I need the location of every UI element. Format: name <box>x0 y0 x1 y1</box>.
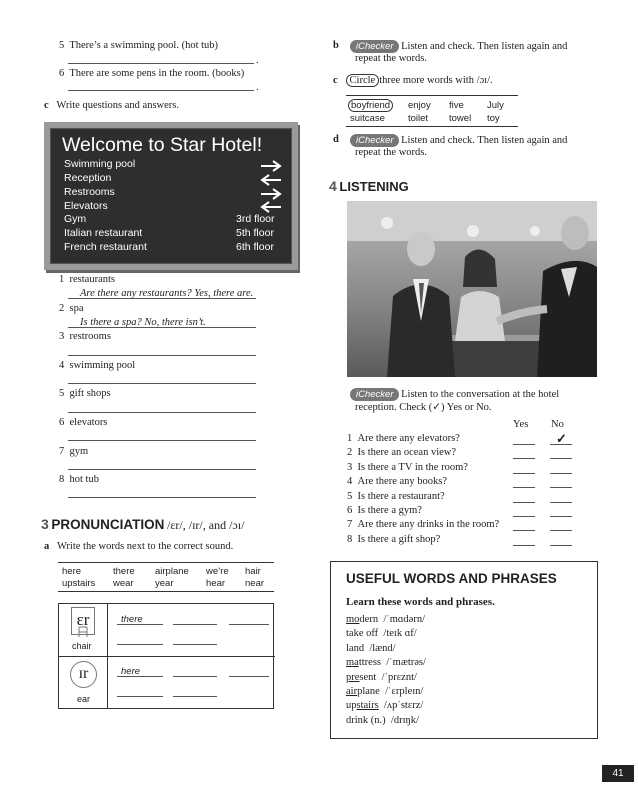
word[interactable]: five <box>449 100 464 111</box>
ichecker-badge[interactable]: iChecker <box>350 134 399 147</box>
ipa: /ʌpˈstɛrz/ <box>383 700 424 712</box>
word-bank <box>58 562 274 592</box>
q-number: 3 <box>347 461 353 473</box>
section-c-right <box>333 75 493 86</box>
instruction-text: Write the words next to the correct sound. <box>56 541 234 552</box>
q-text: Are there any drinks in the room? <box>357 519 500 531</box>
section-letter: c <box>333 75 338 86</box>
q-number: 1 <box>347 433 353 444</box>
check-row <box>347 476 447 487</box>
q-text: Is there a gift shop? <box>357 533 441 545</box>
q-word: restaurants <box>69 274 115 285</box>
q-word: spa <box>69 303 84 314</box>
phrase-row <box>346 628 417 639</box>
sign-floor: 3rd floor <box>236 213 275 225</box>
item-b5 <box>59 40 218 51</box>
ipa: /ˈmætrəs/ <box>386 657 426 669</box>
no-line[interactable] <box>550 458 572 459</box>
sign-row: Reception <box>64 172 112 184</box>
check-mark: ✓ <box>556 431 567 446</box>
instruction-text: repeat the words. <box>355 147 428 158</box>
word-part: sent <box>359 671 377 683</box>
phrase-row <box>346 657 426 668</box>
section-number: 3 <box>41 516 49 532</box>
word: hear <box>206 578 226 589</box>
section-b <box>333 40 339 51</box>
q-number: 7 <box>59 446 65 457</box>
q-answer: Is there a spa? No, there isn’t. <box>80 317 206 328</box>
instruction-text: Write questions and answers. <box>56 100 179 111</box>
answer-line[interactable] <box>117 696 163 697</box>
answer-line[interactable] <box>173 624 217 625</box>
q-number: 4 <box>347 476 353 488</box>
word: hair <box>245 566 261 577</box>
no-header: No <box>551 419 564 430</box>
instruction-text: reception. Check (✓) Yes or No. <box>355 402 492 413</box>
q-number: 6 <box>347 505 353 516</box>
sound-label: ear <box>77 694 91 704</box>
word: upstairs <box>62 578 96 589</box>
yes-line[interactable] <box>513 530 535 531</box>
yes-line[interactable] <box>513 458 535 459</box>
question-6 <box>59 417 107 428</box>
listening-instruction <box>350 388 559 401</box>
hotel-reception-photo <box>347 201 597 377</box>
q-number: 8 <box>59 474 65 485</box>
word: airplane <box>155 566 189 577</box>
answer-line[interactable] <box>117 644 163 645</box>
word-stress: pre <box>346 671 360 683</box>
check-row <box>347 505 422 516</box>
useful-words-box <box>330 561 598 739</box>
period: . <box>256 82 259 93</box>
sound-label: chair <box>72 641 92 651</box>
q-word: swimming pool <box>69 360 136 371</box>
answer-line[interactable] <box>173 676 217 677</box>
section-title: PRONUNCIATION <box>51 517 165 532</box>
q-number: 4 <box>59 360 65 371</box>
word-part: up <box>346 700 357 712</box>
word[interactable]: toilet <box>408 113 429 124</box>
no-line[interactable] <box>550 516 572 517</box>
divider <box>107 604 108 708</box>
ipa: /teɪk ɑf/ <box>383 628 417 640</box>
q-word: gym <box>69 446 89 457</box>
example-answer: here <box>121 666 141 677</box>
word: there <box>113 566 135 577</box>
section-letter: d <box>333 134 339 145</box>
hotel-sign <box>44 122 298 270</box>
phrase-row <box>346 672 417 683</box>
word-part: ttress <box>358 657 381 669</box>
word-part: take off <box>346 628 379 640</box>
section-title: LISTENING <box>339 179 409 194</box>
item-text: There’s a swimming pool. (hot tub) <box>69 40 219 51</box>
q-number: 2 <box>59 303 65 314</box>
phrase-row <box>346 700 423 711</box>
answer-line[interactable] <box>68 412 256 413</box>
ipa: /drɪŋk/ <box>390 714 419 726</box>
sound-table <box>58 603 274 709</box>
check-row <box>347 491 445 502</box>
word: near <box>245 578 265 589</box>
circle-word: Circle <box>346 74 380 87</box>
ichecker-badge[interactable]: iChecker <box>350 388 399 401</box>
item-number: 5 <box>59 40 65 51</box>
answer-line[interactable] <box>117 624 163 625</box>
arrow-right-icon <box>260 160 282 172</box>
oi-word-bank <box>346 95 518 127</box>
q-word: elevators <box>69 417 108 428</box>
q-number: 5 <box>347 490 353 502</box>
sign-floor: 6th floor <box>236 241 274 253</box>
check-row <box>347 433 460 444</box>
question-8 <box>59 474 99 485</box>
q-number: 8 <box>347 533 353 545</box>
q-number: 2 <box>347 447 353 459</box>
word-part: drink (n.) <box>346 714 386 726</box>
q-text: Is there an ocean view? <box>357 447 457 459</box>
word[interactable]: toy <box>487 113 500 124</box>
arrow-left-icon <box>260 201 282 213</box>
word: wear <box>113 578 134 589</box>
answer-line[interactable] <box>68 469 256 470</box>
q-word: gift shops <box>69 388 111 399</box>
item-number: 6 <box>59 68 65 79</box>
sign-row: Gym <box>64 213 87 225</box>
sign-row: Swimming pool <box>64 158 136 170</box>
instruction-text: three more words with /ɔɪ/. <box>379 75 493 86</box>
word[interactable]: enjoy <box>408 100 431 111</box>
word-part: plane <box>357 686 380 697</box>
phrase-row <box>346 643 396 654</box>
check-row <box>347 519 499 530</box>
word-stress: mo <box>346 614 360 625</box>
question-4 <box>59 360 135 371</box>
check-row <box>347 534 440 545</box>
q-word: hot tub <box>69 474 99 485</box>
word: year <box>155 578 174 589</box>
example-answer: there <box>121 614 143 625</box>
yes-line[interactable] <box>513 473 535 474</box>
answer-line[interactable] <box>68 327 256 328</box>
no-line[interactable] <box>550 473 572 474</box>
no-line[interactable] <box>550 530 572 531</box>
divider <box>59 656 275 657</box>
question-5 <box>59 388 111 399</box>
sign-floor: 5th floor <box>236 227 274 239</box>
word[interactable]: towel <box>449 113 472 124</box>
item-text: There are some pens in the room. (books) <box>69 68 245 79</box>
section-number: 4 <box>329 178 337 194</box>
box-title: USEFUL WORDS AND PHRASES <box>346 571 557 586</box>
sign-row: Italian restaurant <box>64 227 143 239</box>
q-word: restrooms <box>69 331 111 342</box>
instruction-text: Listen and check. Then listen again and <box>401 135 568 146</box>
word-part: dern <box>359 614 379 625</box>
no-line[interactable] <box>550 487 572 488</box>
answer-line[interactable] <box>229 624 269 625</box>
ipa: /ˈmɑdərn/ <box>383 614 425 625</box>
q-text: Is there a TV in the room? <box>357 461 468 473</box>
answer-line[interactable] <box>68 63 254 64</box>
answer-line[interactable] <box>173 696 217 697</box>
q-number: 3 <box>59 331 65 342</box>
answer-line[interactable] <box>68 497 256 498</box>
word-stress: air <box>346 686 358 697</box>
page-number: 41 <box>602 765 634 782</box>
question-7 <box>59 446 88 457</box>
instruction-text: Listen and check. Then listen again and <box>401 41 568 52</box>
phrase-row <box>346 614 425 625</box>
section-d-text <box>350 134 567 147</box>
word-stress: ma <box>346 657 359 669</box>
yes-line[interactable] <box>513 502 535 503</box>
q-text: Is there a gym? <box>357 505 422 516</box>
answer-line[interactable] <box>117 676 163 677</box>
no-line[interactable] <box>550 545 572 546</box>
answer-line[interactable] <box>173 644 217 645</box>
item-b6 <box>59 68 244 79</box>
word: here <box>62 566 82 577</box>
instruction-text: Listen to the conversation at the hotel <box>401 389 560 400</box>
answer-line[interactable] <box>68 355 256 356</box>
question-1 <box>59 274 115 285</box>
symbol-text: ɛr <box>76 610 90 629</box>
section-sounds: /ɛr/, /ɪr/, and /ɔɪ/ <box>167 518 245 532</box>
q-text: Are there any books? <box>357 476 448 488</box>
pronunciation-heading <box>41 516 244 533</box>
arrow-right-icon <box>260 188 282 200</box>
sign-row: Restrooms <box>64 186 115 198</box>
yes-line[interactable] <box>513 487 535 488</box>
phrase-row <box>346 715 419 726</box>
pronunciation-a <box>44 541 233 552</box>
question-3 <box>59 331 111 342</box>
answer-line[interactable] <box>68 90 254 91</box>
word-circled[interactable]: boyfriend <box>348 99 393 112</box>
q-answer: Are there any restaurants? Yes, there are. <box>80 288 254 299</box>
answer-line[interactable] <box>68 383 256 384</box>
section-letter: a <box>44 541 50 552</box>
ipa: /ˈprɛznt/ <box>381 671 417 683</box>
no-line[interactable] <box>550 502 572 503</box>
chair-icon <box>76 626 90 638</box>
ipa: /ˈɛrpleɪn/ <box>385 686 424 697</box>
sound-symbol-ir <box>70 661 97 688</box>
q-number: 7 <box>347 519 353 531</box>
section-letter: b <box>333 40 339 51</box>
yes-line[interactable] <box>513 444 535 445</box>
q-number: 5 <box>59 388 65 399</box>
yes-line[interactable] <box>513 516 535 517</box>
answer-line[interactable] <box>68 298 256 299</box>
q-number: 6 <box>59 417 65 428</box>
section-b-text <box>350 40 567 53</box>
question-2 <box>59 303 84 314</box>
word[interactable]: suitcase <box>350 113 385 124</box>
word: we’re <box>206 566 229 577</box>
sign-row: Elevators <box>64 200 108 212</box>
word-stress: stairs <box>356 700 379 712</box>
q-text: Are there any elevators? <box>357 433 460 444</box>
section-d <box>333 134 339 145</box>
instruction-text: repeat the words. <box>355 53 428 64</box>
period: . <box>256 55 259 66</box>
sign-row: French restaurant <box>64 241 147 253</box>
section-c-instruction <box>44 100 179 111</box>
listening-heading <box>329 178 409 194</box>
check-row <box>347 462 468 473</box>
word-part: land <box>346 642 365 654</box>
arrow-left-icon <box>260 174 282 186</box>
symbol-text: ɪr <box>78 665 89 682</box>
people-illustration <box>347 201 597 377</box>
section-letter: c <box>44 100 49 111</box>
sign-title: Welcome to Star Hotel! <box>62 134 263 156</box>
box-subtitle: Learn these words and phrases. <box>346 596 495 608</box>
word[interactable]: July <box>487 100 504 111</box>
answer-line[interactable] <box>229 676 269 677</box>
q-text: Is there a restaurant? <box>357 490 445 502</box>
q-number: 1 <box>59 274 65 285</box>
yes-line[interactable] <box>513 545 535 546</box>
ichecker-badge[interactable]: iChecker <box>350 40 399 53</box>
ipa: /lænd/ <box>369 642 396 654</box>
answer-line[interactable] <box>68 440 256 441</box>
phrase-row <box>346 686 423 697</box>
yes-header: Yes <box>513 419 529 430</box>
check-row <box>347 447 456 458</box>
